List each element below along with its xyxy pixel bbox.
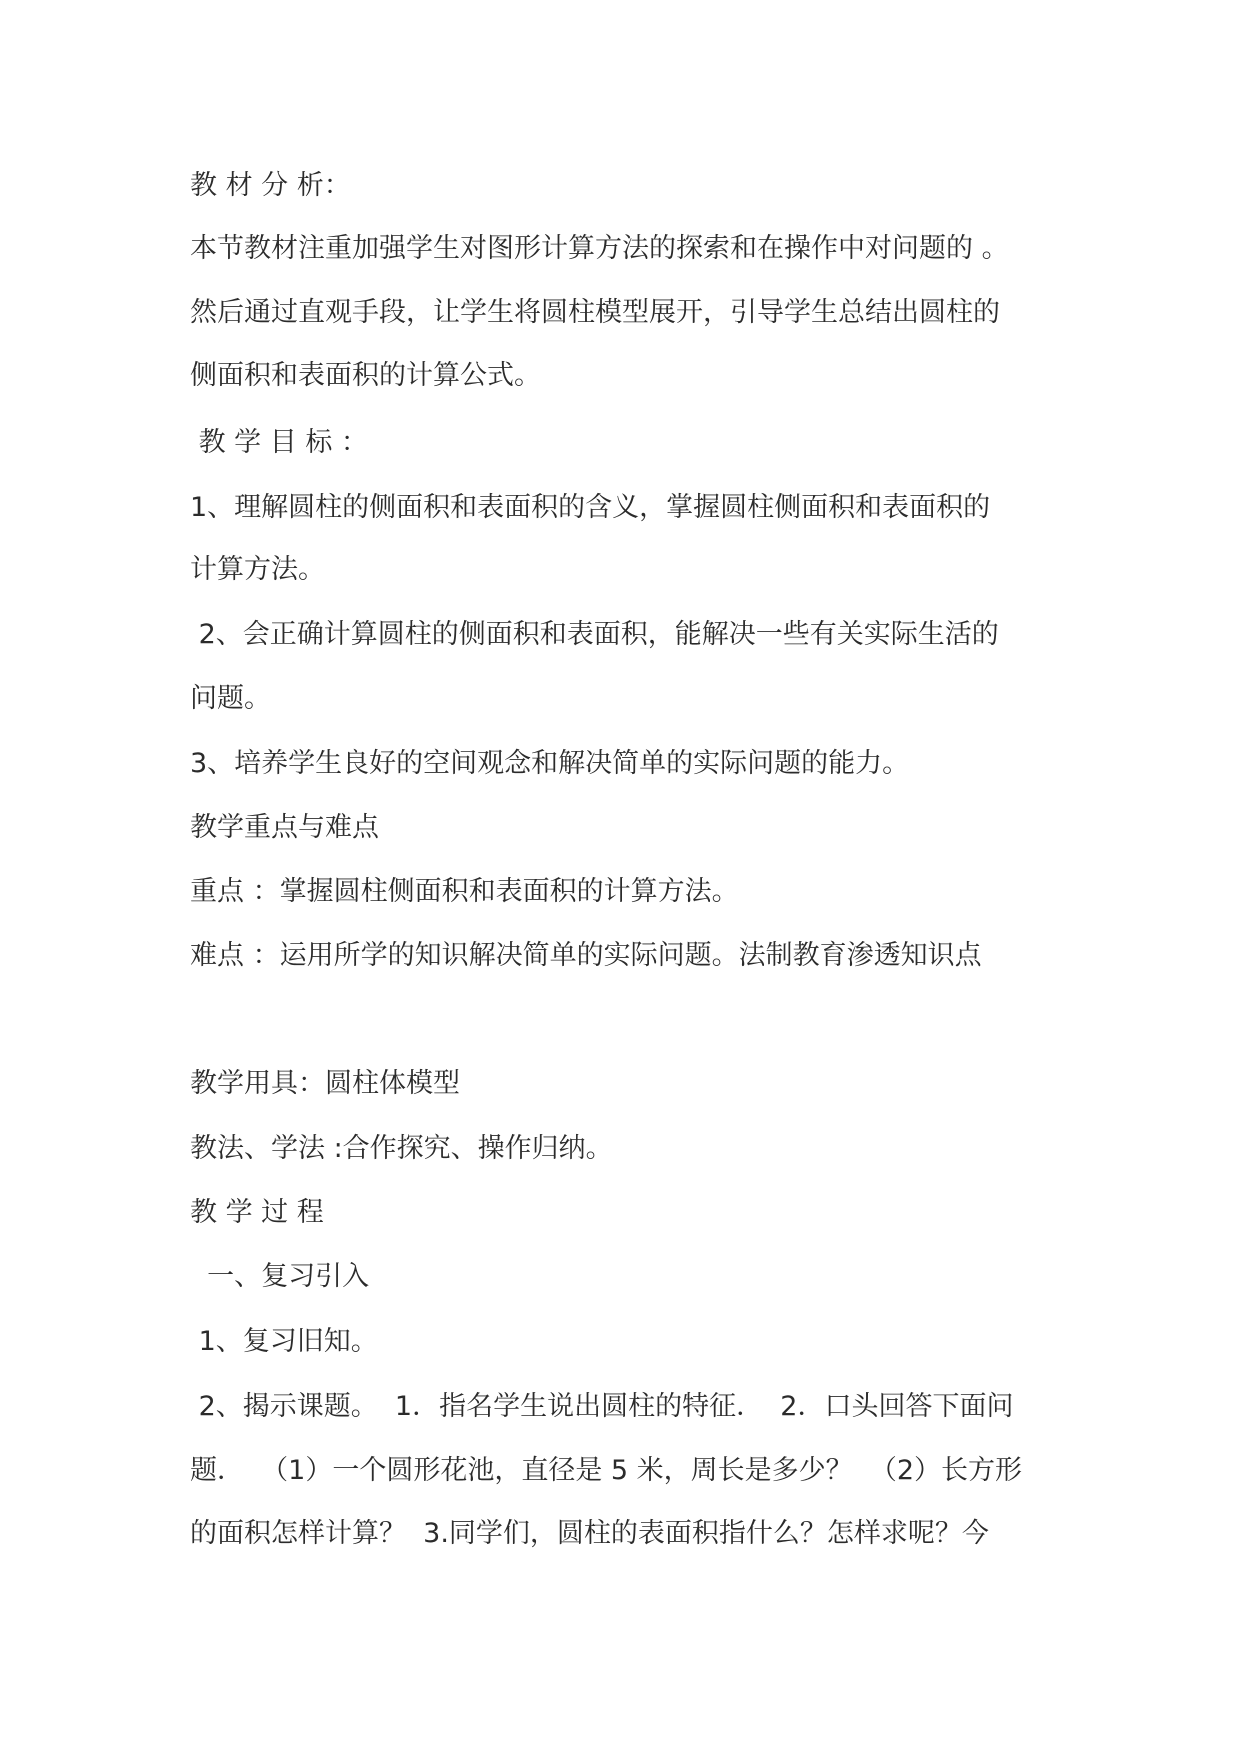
difficult-point: 难点 ：运用所学的知识解决简单的实际问题。法制教育渗透知识点 — [190, 940, 982, 971]
goal-item: 2、会正确计算圆柱的侧面积和表面积，能解决一些有关实际生活的 — [190, 619, 999, 650]
goal-item: 1、理解圆柱的侧面积和表面积的含义，掌握圆柱侧面积和表面积的 — [190, 492, 991, 523]
goal-item: 3、培养学生良好的空间观念和解决简单的实际问题的能力。 — [190, 748, 910, 779]
teaching-tools: 教学用具：圆柱体模型 — [190, 1068, 460, 1099]
goal-item: 计算方法。 — [190, 554, 325, 585]
paragraph-line: 然后通过直观手段，让学生将圆柱模型展开，引导学生总结出圆柱的 — [190, 297, 1000, 328]
goal-item: 问题。 — [190, 683, 271, 714]
section-heading-teaching-process: 教 学 过 程 — [190, 1197, 324, 1228]
process-step: 的面积怎样计算？ 3.同学们，圆柱的表面积指什么？怎样求呢？今 — [190, 1518, 989, 1549]
process-step: 题． （1）一个圆形花池，直径是 5 米，周长是多少？ （2）长方形 — [190, 1455, 1023, 1486]
section-heading-teaching-goals: 教 学 目 标 ： — [190, 427, 368, 458]
section-heading-key-points: 教学重点与难点 — [190, 812, 379, 843]
process-step: 1、复习旧知。 — [190, 1326, 378, 1357]
key-point: 重点 ：掌握圆柱侧面积和表面积的计算方法。 — [190, 876, 739, 907]
paragraph-line: 侧面积和表面积的计算公式。 — [190, 360, 541, 391]
paragraph-line: 本节教材注重加强学生对图形计算方法的探索和在操作中对问题的 。 — [190, 233, 1009, 264]
process-step: 2、揭示课题。 1．指名学生说出圆柱的特征． 2．口头回答下面问 — [190, 1391, 1014, 1422]
teaching-methods: 教法、学法 :合作探究、操作归纳。 — [190, 1133, 613, 1164]
section-heading-material-analysis: 教 材 分 析： — [190, 170, 351, 201]
process-step-heading: 一、复习引入 — [190, 1261, 370, 1292]
